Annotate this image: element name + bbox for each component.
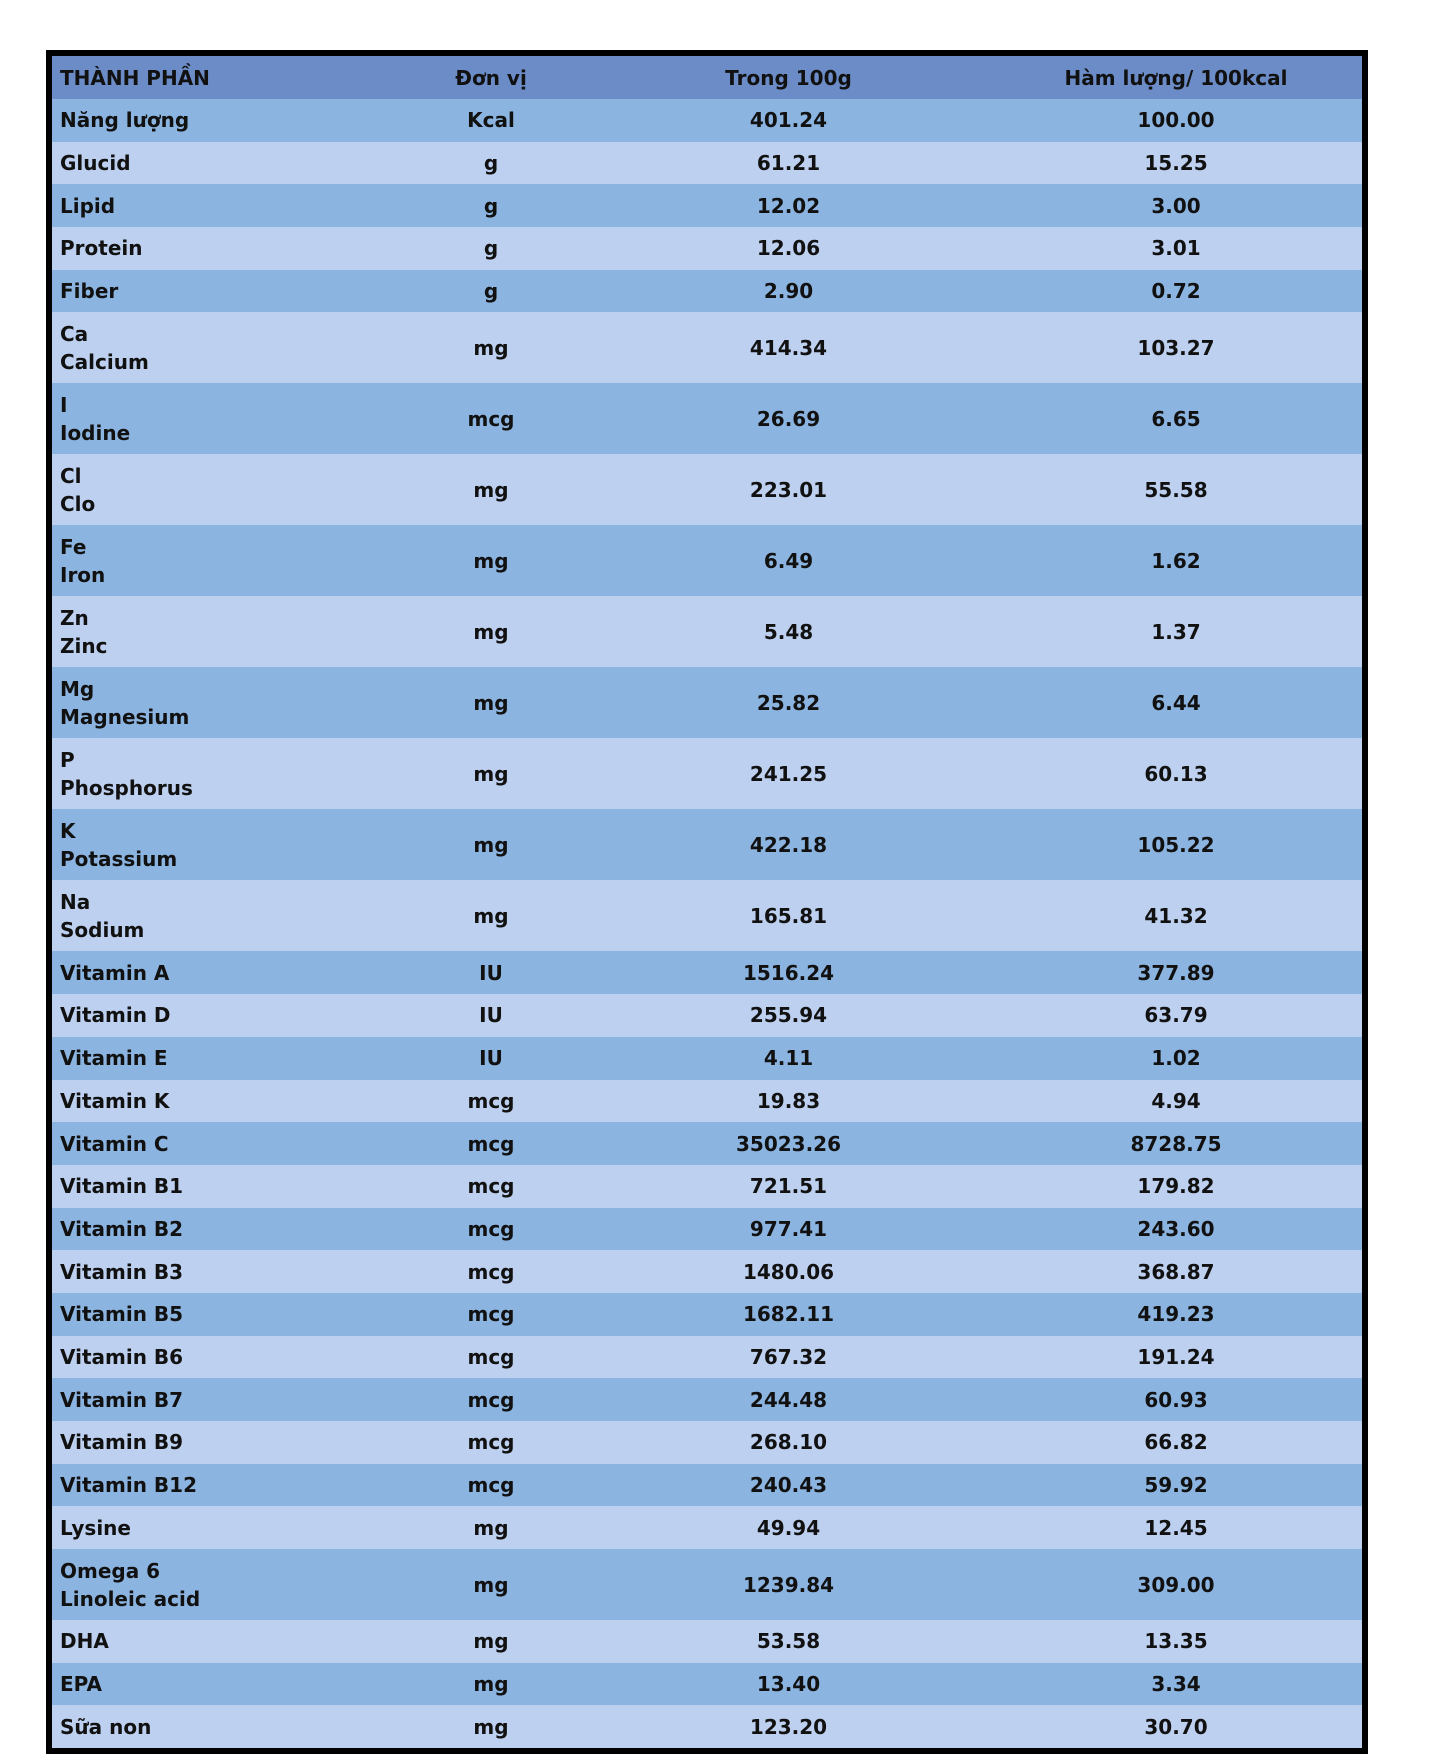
per-100g-cell: 1239.84: [587, 1549, 982, 1620]
unit-cell: mg: [387, 1705, 587, 1748]
table-row: [52, 1080, 1362, 1123]
table-row: [52, 809, 1362, 880]
ingredient-cell: [52, 454, 387, 525]
unit-cell: mcg: [387, 1122, 587, 1165]
per-100kcal-cell: 3.34: [982, 1663, 1362, 1706]
unit-cell: mg: [387, 1506, 587, 1549]
table-body: [52, 99, 1362, 1748]
ingredient-cell: [52, 1549, 387, 1620]
table-row: [52, 1293, 1362, 1336]
per-100kcal-cell: 15.25: [982, 142, 1362, 185]
table-row: [52, 667, 1362, 738]
ingredient-cell: [52, 994, 387, 1037]
ingredient-cell: [52, 1506, 387, 1549]
ingredient-cell: [52, 1663, 387, 1706]
ingredient-name: Ca: [60, 321, 89, 346]
unit-cell: mg: [387, 667, 587, 738]
per-100g-cell: 1480.06: [587, 1250, 982, 1293]
ingredient-name: Sữa non: [60, 1714, 152, 1739]
ingredient-name: K: [60, 818, 76, 843]
ingredient-name-secondary: Calcium: [60, 349, 149, 374]
ingredient-name-secondary: Potassium: [60, 846, 178, 871]
ingredient-name: Fiber: [60, 279, 119, 304]
ingredient-name: Vitamin B12: [60, 1473, 198, 1498]
ingredient-cell: [52, 1250, 387, 1293]
ingredient-name: P: [60, 747, 75, 772]
per-100g-cell: 767.32: [587, 1336, 982, 1379]
unit-cell: IU: [387, 994, 587, 1037]
unit-cell: mg: [387, 1620, 587, 1663]
ingredient-cell: [52, 809, 387, 880]
per-100kcal-cell: 41.32: [982, 880, 1362, 951]
per-100kcal-cell: 60.93: [982, 1378, 1362, 1421]
per-100kcal-cell: 12.45: [982, 1506, 1362, 1549]
ingredient-name: DHA: [60, 1629, 109, 1654]
ingredient-cell: [52, 227, 387, 270]
per-100kcal-cell: 30.70: [982, 1705, 1362, 1748]
unit-cell: mcg: [387, 383, 587, 454]
unit-cell: mcg: [387, 1250, 587, 1293]
table-row: [52, 312, 1362, 383]
table-row: [52, 454, 1362, 525]
ingredient-cell: [52, 383, 387, 454]
nutrition-table: [52, 56, 1362, 1748]
per-100g-cell: 49.94: [587, 1506, 982, 1549]
per-100kcal-cell: 4.94: [982, 1080, 1362, 1123]
ingredient-cell: [52, 1378, 387, 1421]
header-per-100kcal: Hàm lượng/ 100kcal: [982, 56, 1362, 99]
unit-cell: mcg: [387, 1378, 587, 1421]
table-row: [52, 99, 1362, 142]
ingredient-cell: [52, 1421, 387, 1464]
per-100kcal-cell: 103.27: [982, 312, 1362, 383]
ingredient-name: Fe: [60, 534, 87, 559]
ingredient-name-secondary: Sodium: [60, 917, 145, 942]
per-100kcal-cell: 377.89: [982, 951, 1362, 994]
ingredient-cell: [52, 1037, 387, 1080]
per-100kcal-cell: 8728.75: [982, 1122, 1362, 1165]
per-100g-cell: 401.24: [587, 99, 982, 142]
ingredient-name: Vitamin K: [60, 1088, 170, 1113]
ingredient-name: Vitamin B6: [60, 1344, 184, 1369]
per-100kcal-cell: 368.87: [982, 1250, 1362, 1293]
per-100g-cell: 721.51: [587, 1165, 982, 1208]
ingredient-name: Na: [60, 889, 91, 914]
table-row: [52, 880, 1362, 951]
table-row: [52, 1250, 1362, 1293]
per-100kcal-cell: 13.35: [982, 1620, 1362, 1663]
table-row: [52, 1464, 1362, 1507]
per-100g-cell: 414.34: [587, 312, 982, 383]
ingredient-name: Vitamin B3: [60, 1259, 184, 1284]
ingredient-name: Vitamin B9: [60, 1430, 184, 1455]
per-100g-cell: 12.06: [587, 227, 982, 270]
per-100kcal-cell: 3.00: [982, 184, 1362, 227]
per-100g-cell: 2.90: [587, 270, 982, 313]
per-100kcal-cell: 309.00: [982, 1549, 1362, 1620]
per-100g-cell: 26.69: [587, 383, 982, 454]
per-100g-cell: 19.83: [587, 1080, 982, 1123]
table-row: [52, 1122, 1362, 1165]
table-row: [52, 184, 1362, 227]
per-100kcal-cell: 100.00: [982, 99, 1362, 142]
ingredient-name-secondary: Clo: [60, 491, 96, 516]
per-100kcal-cell: 6.65: [982, 383, 1362, 454]
ingredient-name-secondary: Magnesium: [60, 704, 190, 729]
ingredient-name-secondary: Zinc: [60, 633, 108, 658]
table-row: [52, 1208, 1362, 1251]
ingredient-name: Mg: [60, 676, 95, 701]
table-row: [52, 596, 1362, 667]
ingredient-cell: [52, 525, 387, 596]
ingredient-cell: [52, 1293, 387, 1336]
ingredient-name: Năng lượng: [60, 108, 190, 133]
per-100kcal-cell: 63.79: [982, 994, 1362, 1037]
per-100kcal-cell: 3.01: [982, 227, 1362, 270]
unit-cell: mcg: [387, 1464, 587, 1507]
per-100kcal-cell: 59.92: [982, 1464, 1362, 1507]
ingredient-name-secondary: Linoleic acid: [60, 1586, 201, 1611]
per-100g-cell: 977.41: [587, 1208, 982, 1251]
ingredient-name: Glucid: [60, 151, 131, 176]
table-row: [52, 1549, 1362, 1620]
per-100g-cell: 1516.24: [587, 951, 982, 994]
ingredient-name-secondary: Phosphorus: [60, 775, 193, 800]
table-row: [52, 1165, 1362, 1208]
per-100g-cell: 244.48: [587, 1378, 982, 1421]
ingredient-name: Vitamin B2: [60, 1216, 184, 1241]
table-row: [52, 1336, 1362, 1379]
ingredient-name-secondary: Iron: [60, 562, 106, 587]
per-100g-cell: 268.10: [587, 1421, 982, 1464]
ingredient-cell: [52, 1122, 387, 1165]
unit-cell: mcg: [387, 1421, 587, 1464]
unit-cell: mg: [387, 1549, 587, 1620]
ingredient-cell: [52, 312, 387, 383]
ingredient-cell: [52, 1464, 387, 1507]
per-100kcal-cell: 60.13: [982, 738, 1362, 809]
per-100g-cell: 6.49: [587, 525, 982, 596]
per-100kcal-cell: 191.24: [982, 1336, 1362, 1379]
ingredient-name: Vitamin B5: [60, 1302, 184, 1327]
unit-cell: mg: [387, 454, 587, 525]
ingredient-name: Omega 6: [60, 1558, 161, 1583]
table-row: [52, 227, 1362, 270]
ingredient-name: Vitamin A: [60, 960, 170, 985]
nutrition-table-frame: [46, 50, 1368, 1754]
table-row: [52, 1620, 1362, 1663]
per-100g-cell: 13.40: [587, 1663, 982, 1706]
per-100kcal-cell: 419.23: [982, 1293, 1362, 1336]
unit-cell: Kcal: [387, 99, 587, 142]
ingredient-name: Lysine: [60, 1515, 131, 1540]
table-row: [52, 951, 1362, 994]
ingredient-cell: [52, 1336, 387, 1379]
table-row: [52, 1506, 1362, 1549]
unit-cell: g: [387, 270, 587, 313]
table-row: [52, 1705, 1362, 1748]
ingredient-name: Vitamin B7: [60, 1387, 184, 1412]
ingredient-cell: [52, 270, 387, 313]
unit-cell: mg: [387, 1663, 587, 1706]
per-100g-cell: 12.02: [587, 184, 982, 227]
table-row: [52, 1421, 1362, 1464]
per-100g-cell: 422.18: [587, 809, 982, 880]
per-100g-cell: 61.21: [587, 142, 982, 185]
per-100kcal-cell: 1.02: [982, 1037, 1362, 1080]
ingredient-cell: [52, 738, 387, 809]
per-100kcal-cell: 105.22: [982, 809, 1362, 880]
unit-cell: IU: [387, 951, 587, 994]
ingredient-cell: [52, 1080, 387, 1123]
per-100g-cell: 165.81: [587, 880, 982, 951]
ingredient-cell: [52, 667, 387, 738]
ingredient-name: EPA: [60, 1672, 102, 1697]
ingredient-name: Protein: [60, 236, 143, 261]
ingredient-name: Vitamin E: [60, 1046, 168, 1071]
unit-cell: g: [387, 184, 587, 227]
ingredient-name: Vitamin D: [60, 1003, 171, 1028]
header-per-100g: Trong 100g: [587, 56, 982, 99]
per-100g-cell: 123.20: [587, 1705, 982, 1748]
per-100g-cell: 223.01: [587, 454, 982, 525]
table-row: [52, 383, 1362, 454]
per-100g-cell: 5.48: [587, 596, 982, 667]
unit-cell: mcg: [387, 1208, 587, 1251]
ingredient-cell: [52, 184, 387, 227]
unit-cell: mg: [387, 880, 587, 951]
per-100kcal-cell: 1.37: [982, 596, 1362, 667]
per-100kcal-cell: 243.60: [982, 1208, 1362, 1251]
per-100g-cell: 255.94: [587, 994, 982, 1037]
per-100kcal-cell: 55.58: [982, 454, 1362, 525]
ingredient-name: Lipid: [60, 193, 116, 218]
ingredient-name: Cl: [60, 463, 82, 488]
per-100g-cell: 4.11: [587, 1037, 982, 1080]
table-row: [52, 994, 1362, 1037]
per-100g-cell: 241.25: [587, 738, 982, 809]
ingredient-cell: [52, 142, 387, 185]
unit-cell: mg: [387, 596, 587, 667]
ingredient-cell: [52, 596, 387, 667]
unit-cell: mcg: [387, 1080, 587, 1123]
table-row: [52, 1037, 1362, 1080]
unit-cell: g: [387, 227, 587, 270]
unit-cell: g: [387, 142, 587, 185]
unit-cell: mg: [387, 738, 587, 809]
unit-cell: mg: [387, 809, 587, 880]
per-100g-cell: 1682.11: [587, 1293, 982, 1336]
table-header-row: [52, 56, 1362, 99]
unit-cell: mcg: [387, 1336, 587, 1379]
header-unit: Đơn vị: [387, 56, 587, 99]
ingredient-cell: [52, 1620, 387, 1663]
ingredient-cell: [52, 951, 387, 994]
unit-cell: mcg: [387, 1165, 587, 1208]
ingredient-name-secondary: Iodine: [60, 420, 131, 445]
per-100g-cell: 240.43: [587, 1464, 982, 1507]
ingredient-cell: [52, 1208, 387, 1251]
unit-cell: mg: [387, 525, 587, 596]
per-100g-cell: 25.82: [587, 667, 982, 738]
ingredient-cell: [52, 1165, 387, 1208]
unit-cell: mg: [387, 312, 587, 383]
ingredient-cell: [52, 99, 387, 142]
table-row: [52, 738, 1362, 809]
table-row: [52, 1378, 1362, 1421]
per-100kcal-cell: 179.82: [982, 1165, 1362, 1208]
ingredient-name: Zn: [60, 605, 89, 630]
per-100g-cell: 53.58: [587, 1620, 982, 1663]
table-row: [52, 270, 1362, 313]
table-row: [52, 142, 1362, 185]
per-100kcal-cell: 0.72: [982, 270, 1362, 313]
ingredient-name: Vitamin C: [60, 1131, 169, 1156]
ingredient-cell: [52, 1705, 387, 1748]
ingredient-cell: [52, 880, 387, 951]
ingredient-name: I: [60, 392, 68, 417]
per-100kcal-cell: 1.62: [982, 525, 1362, 596]
unit-cell: IU: [387, 1037, 587, 1080]
table-row: [52, 525, 1362, 596]
per-100kcal-cell: 66.82: [982, 1421, 1362, 1464]
header-ingredient: THÀNH PHẦN: [52, 56, 387, 99]
per-100kcal-cell: 6.44: [982, 667, 1362, 738]
unit-cell: mcg: [387, 1293, 587, 1336]
ingredient-name: Vitamin B1: [60, 1174, 184, 1199]
per-100g-cell: 35023.26: [587, 1122, 982, 1165]
table-row: [52, 1663, 1362, 1706]
